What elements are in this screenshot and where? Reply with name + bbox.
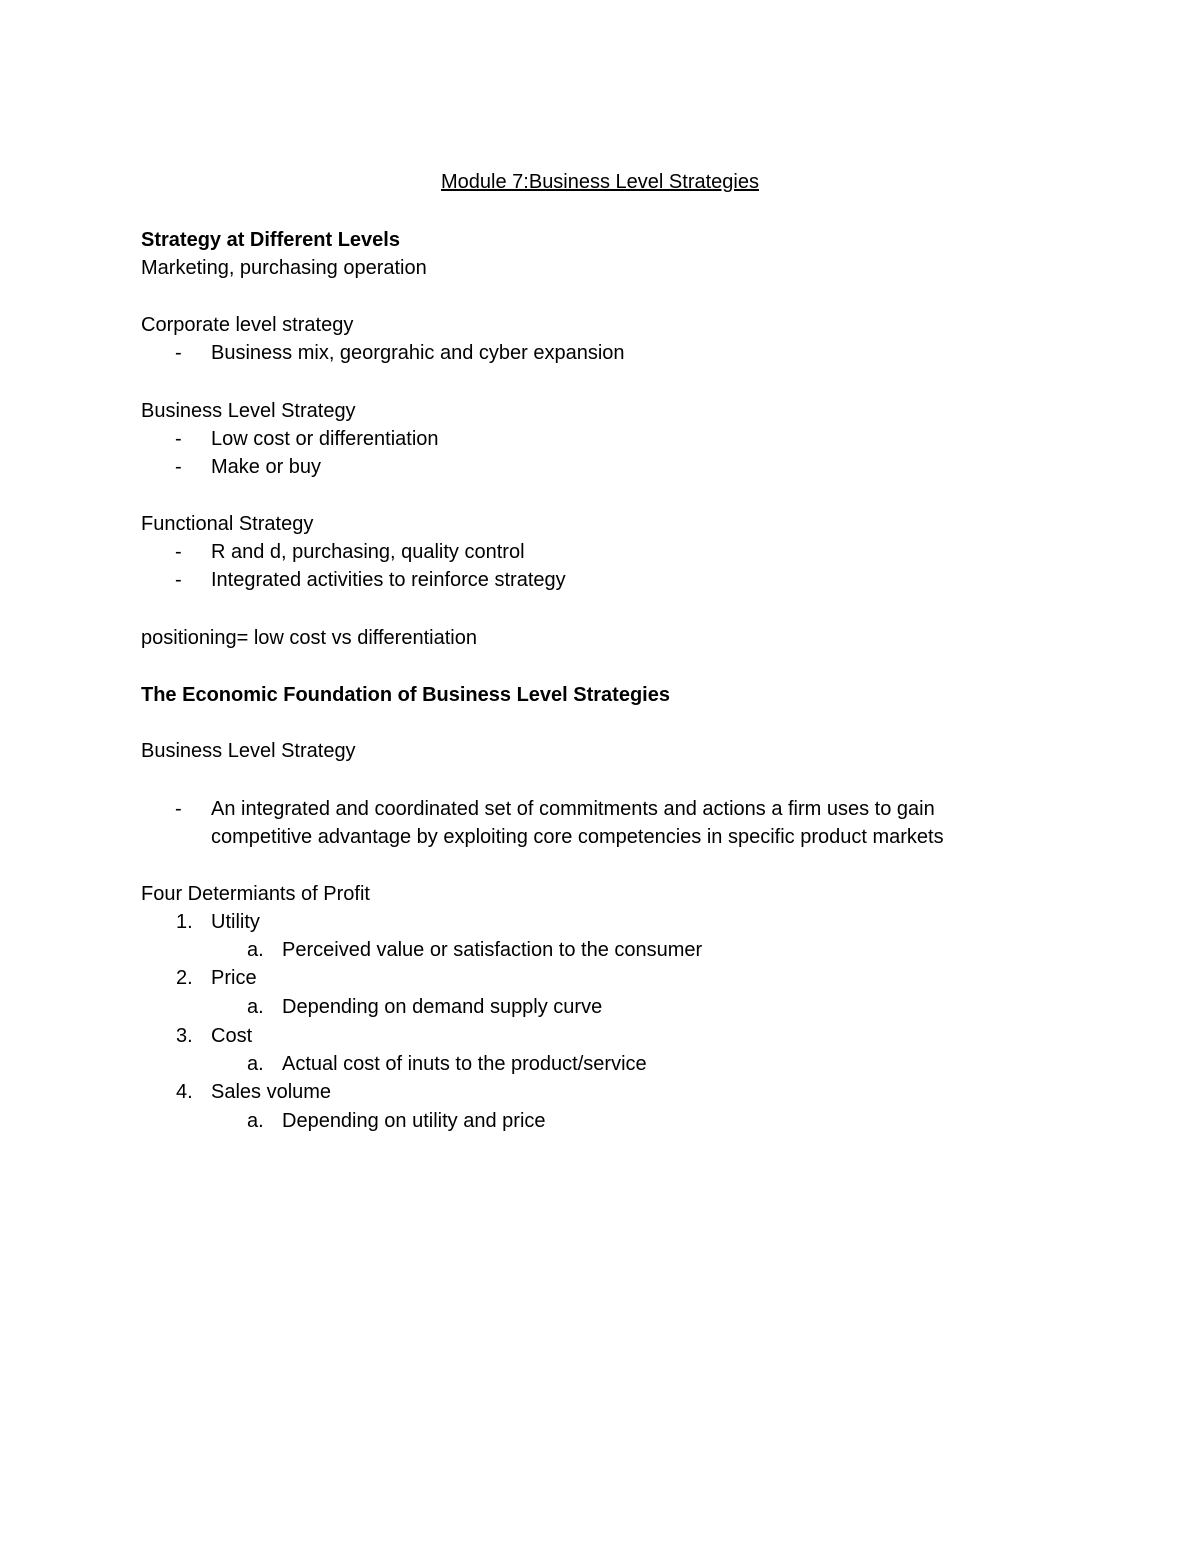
bullet-marker: - xyxy=(175,798,182,820)
corporate-strategy-label: Corporate level strategy xyxy=(141,314,354,336)
list-item: Make or buy xyxy=(211,456,322,478)
sub-list-item: Depending on utility and price xyxy=(282,1110,546,1132)
section-heading-strategy-levels: Strategy at Different Levels xyxy=(141,229,400,251)
bullet-marker: - xyxy=(175,456,182,478)
positioning-text: positioning= low cost vs differentiation xyxy=(141,627,477,649)
sub-list-marker: a. xyxy=(247,1053,264,1075)
list-item: Utility xyxy=(211,911,260,933)
section-intro-text: Marketing, purchasing operation xyxy=(141,257,427,279)
section-heading-economic-foundation: The Economic Foundation of Business Level Strategies xyxy=(141,684,670,706)
sub-list-marker: a. xyxy=(247,996,264,1018)
business-strategy-label: Business Level Strategy xyxy=(141,400,356,422)
list-item: Low cost or differentiation xyxy=(211,428,439,450)
sub-list-item: Perceived value or satisfaction to the consumer xyxy=(282,939,703,961)
sub-list-marker: a. xyxy=(247,939,264,961)
page-title: Module 7:Business Level Strategies xyxy=(441,171,759,193)
list-item: Sales volume xyxy=(211,1081,332,1103)
list-number: 3. xyxy=(176,1025,193,1047)
bullet-marker: - xyxy=(175,428,182,450)
sub-list-marker: a. xyxy=(247,1110,264,1132)
list-item: Integrated activities to reinforce strategy xyxy=(211,569,566,591)
list-item: R and d, purchasing, quality control xyxy=(211,541,525,563)
list-item: Price xyxy=(211,967,257,989)
bullet-marker: - xyxy=(175,569,182,591)
functional-strategy-label: Functional Strategy xyxy=(141,513,314,535)
definition-line: An integrated and coordinated set of commitments and actions a firm uses to gain xyxy=(211,798,935,820)
definition-line: competitive advantage by exploiting core competencies in specific product markets xyxy=(211,826,944,848)
list-number: 4. xyxy=(176,1081,193,1103)
sub-list-item: Actual cost of inuts to the product/service xyxy=(282,1053,647,1075)
list-item: Cost xyxy=(211,1025,253,1047)
business-strategy-label-2: Business Level Strategy xyxy=(141,740,356,762)
sub-list-item: Depending on demand supply curve xyxy=(282,996,603,1018)
list-item: Business mix, georgrahic and cyber expansion xyxy=(211,342,625,364)
list-number: 2. xyxy=(176,967,193,989)
list-number: 1. xyxy=(176,911,193,933)
bullet-marker: - xyxy=(175,541,182,563)
bullet-marker: - xyxy=(175,342,182,364)
determinants-label: Four Determiants of Profit xyxy=(141,883,370,905)
